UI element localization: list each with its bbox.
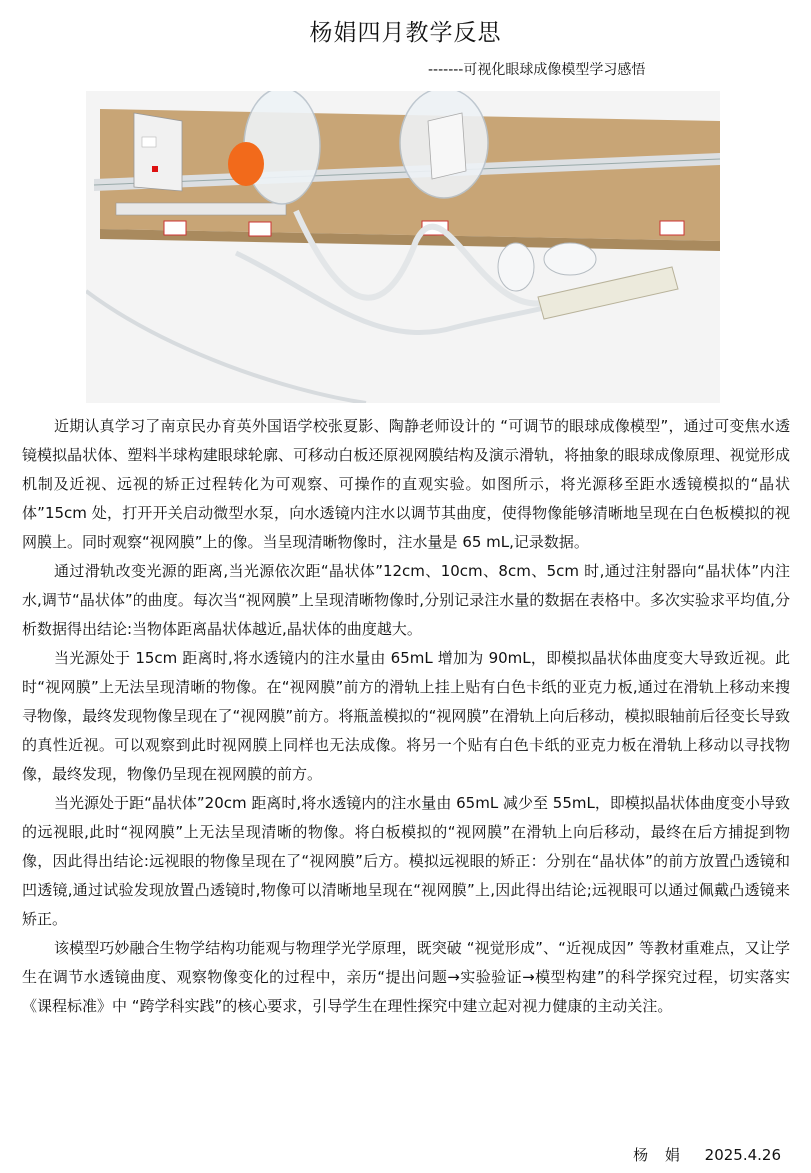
document-date: 2025.4.26 [704,1146,781,1164]
paragraph: 近期认真学习了南京民办育英外国语学校张夏影、陶静老师设计的 “可调节的眼球成像模型”，通过可变焦水透镜模拟晶状体、塑料半球构建眼球轮廓、可移动白板还原视网膜结构及演示滑轨，将抽象的眼球成像原理、视觉形成机制及近视、远视的矫正过程转化为可观察、可操作的直观实验。如图所示，将光源移至距水透镜模拟的“晶状体”15cm 处，打开开关启动微型水泵，向水透镜内注水以调节其曲度，使得物像能够清晰地呈现在白色板模拟的视网膜上。同时观察“视网膜”上的像。当呈现清晰物像时，注水量是 65 mL,记录数据。 [22,417,790,551]
paragraph: 通过滑轨改变光源的距离,当光源依次距“晶状体”12cm、10cm、8cm、5cm 时,通过注射器向“晶状体”内注水,调节“晶状体”的曲度。每次当“视网膜”上呈现清晰物像时,分别记录注水量的数据在表格中。多次实验求平均值,分析数据得出结论:当物体距离晶状体越近,晶状体的曲度越大。 [22,562,790,638]
paragraph: 当光源处于距“晶状体”20cm 距离时,将水透镜内的注水量由 65mL 减少至 55mL，即模拟晶状体曲度变小导致的远视眼,此时“视网膜”上无法呈现清晰的物像。将白板模拟的“视网膜”在滑轨上向后移动，最终在后方捕捉到物像，因此得出结论:远视眼的物像呈现在了“视网膜”后方。模拟远视眼的矫正：分别在“晶状体”的前方放置凸透镜和凹透镜,通过试验发现放置凸透镜时,物像可以清晰地呈现在“视网膜”上,因此得出结论;远视眼可以通过佩戴凸透镜来矫正。 [22,794,790,928]
eye-model-photo [86,91,720,403]
paragraph: 当光源处于 15cm 距离时,将水透镜内的注水量由 65mL 增加为 90mL，即模拟晶状体曲度变大导致近视。此时“视网膜”上无法呈现清晰的物像。在“视网膜”前方的滑轨上挂上贴有白色卡纸的亚克力板,通过在滑轨上移动来搜寻物像，最终发现物像呈现在了“视网膜”前方。将瓶盖模拟的“视网膜”在滑轨上向后移动，模拟眼轴前后径变长导致的真性近视。可以观察到此时视网膜上同样也无法成像。将另一个贴有白色卡纸的亚克力板在滑轨上移动以寻找物像，最终发现，物像仍呈现在视网膜的前方。 [22,649,790,783]
document-title: 杨娟四月教学反思 [309,20,502,46]
signature-line [633,1144,781,1165]
document-body [22,412,790,1021]
author-name: 杨 娟 [633,1146,686,1164]
document-subtitle: -------可视化眼球成像模型学习感悟 [428,62,646,78]
paragraph: 该模型巧妙融合生物学结构功能观与物理学光学原理，既突破 “视觉形成”、“近视成因” 等教材重难点，又让学生在调节水透镜曲度、观察物像变化的过程中，亲历“提出问题→实验验证→模型构建”的科学探究过程，切实落实《课程标准》中 “跨学科实践”的核心要求，引导学生在理性探究中建立起对视力健康的主动关注。 [22,939,790,1015]
